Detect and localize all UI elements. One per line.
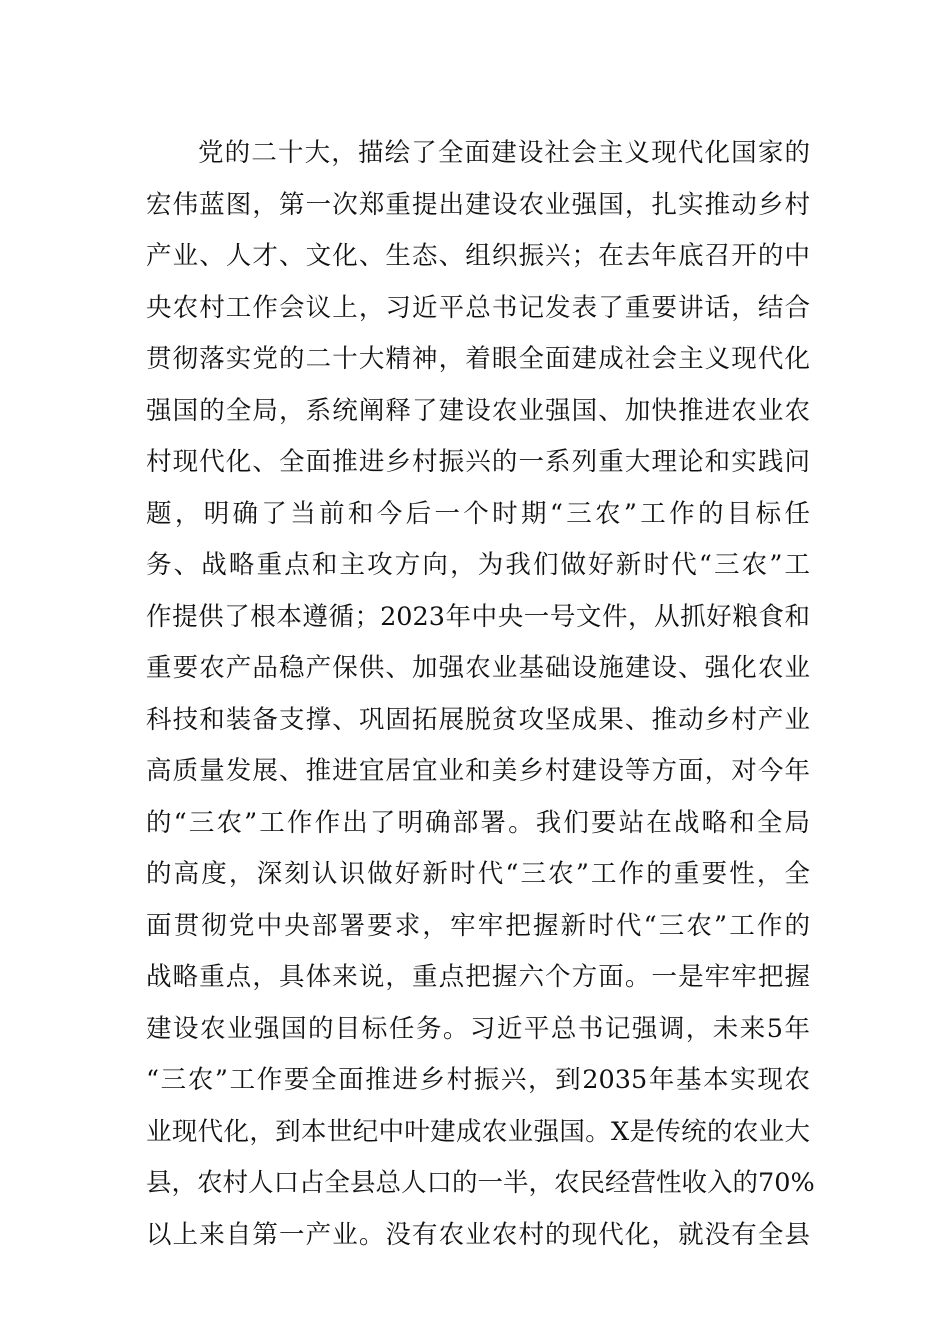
text-line: 重要农产品稳产保供、加强农业基础设施建设、强化农业 xyxy=(146,653,810,683)
text-line: 的“三农”工作作出了明确部署。我们要站在战略和全局 xyxy=(146,807,810,838)
text-line: 强国的全局，系统阐释了建设农业强国、加快推进农业农 xyxy=(146,395,810,426)
text-line: 面贯彻党中央部署要求，牢牢把握新时代“三农”工作的 xyxy=(146,910,810,941)
text-line: 央农村工作会议上，习近平总书记发表了重要讲话，结合 xyxy=(146,292,810,323)
text-line: 县，农村人口占全县总人口的一半，农民经营性收入的70% xyxy=(146,1168,815,1198)
text-line: 以上来自第一产业。没有农业农村的现代化，就没有全县 xyxy=(146,1219,810,1250)
text-line: 业现代化，到本世纪中叶建成农业强国。X是传统的农业大 xyxy=(146,1116,810,1147)
text-line: 的高度，深刻认识做好新时代“三农”工作的重要性，全 xyxy=(146,859,810,889)
text-line: 村现代化、全面推进乡村振兴的一系列重大理论和实践问 xyxy=(146,447,810,477)
text-line: 建设农业强国的目标任务。习近平总书记强调，未来5年 xyxy=(146,1013,810,1044)
text-line: 科技和装备支撑、巩固拓展脱贫攻坚成果、推动乡村产业 xyxy=(146,704,810,735)
text-line: 党的二十大，描绘了全面建设社会主义现代化国家的 xyxy=(198,138,810,168)
text-line: 高质量发展、推进宜居宜业和美乡村建设等方面，对今年 xyxy=(146,756,810,786)
text-line: 题，明确了当前和今后一个时期“三农”工作的目标任 xyxy=(146,498,810,529)
text-line: 务、战略重点和主攻方向，为我们做好新时代“三农”工 xyxy=(146,550,810,580)
text-line: 作提供了根本遵循；2023年中央一号文件，从抓好粮食和 xyxy=(146,601,810,632)
text-line: 产业、人才、文化、生态、组织振兴；在去年底召开的中 xyxy=(146,241,810,271)
text-line: 宏伟蓝图，第一次郑重提出建设农业强国，扎实推动乡村 xyxy=(146,189,810,220)
body-paragraph xyxy=(146,128,815,1261)
text-line: “三农”工作要全面推进乡村振兴，到2035年基本实现农 xyxy=(146,1065,810,1095)
text-line: 战略重点，具体来说，重点把握六个方面。一是牢牢把握 xyxy=(146,962,810,992)
text-line: 贯彻落实党的二十大精神，着眼全面建成社会主义现代化 xyxy=(146,344,810,374)
